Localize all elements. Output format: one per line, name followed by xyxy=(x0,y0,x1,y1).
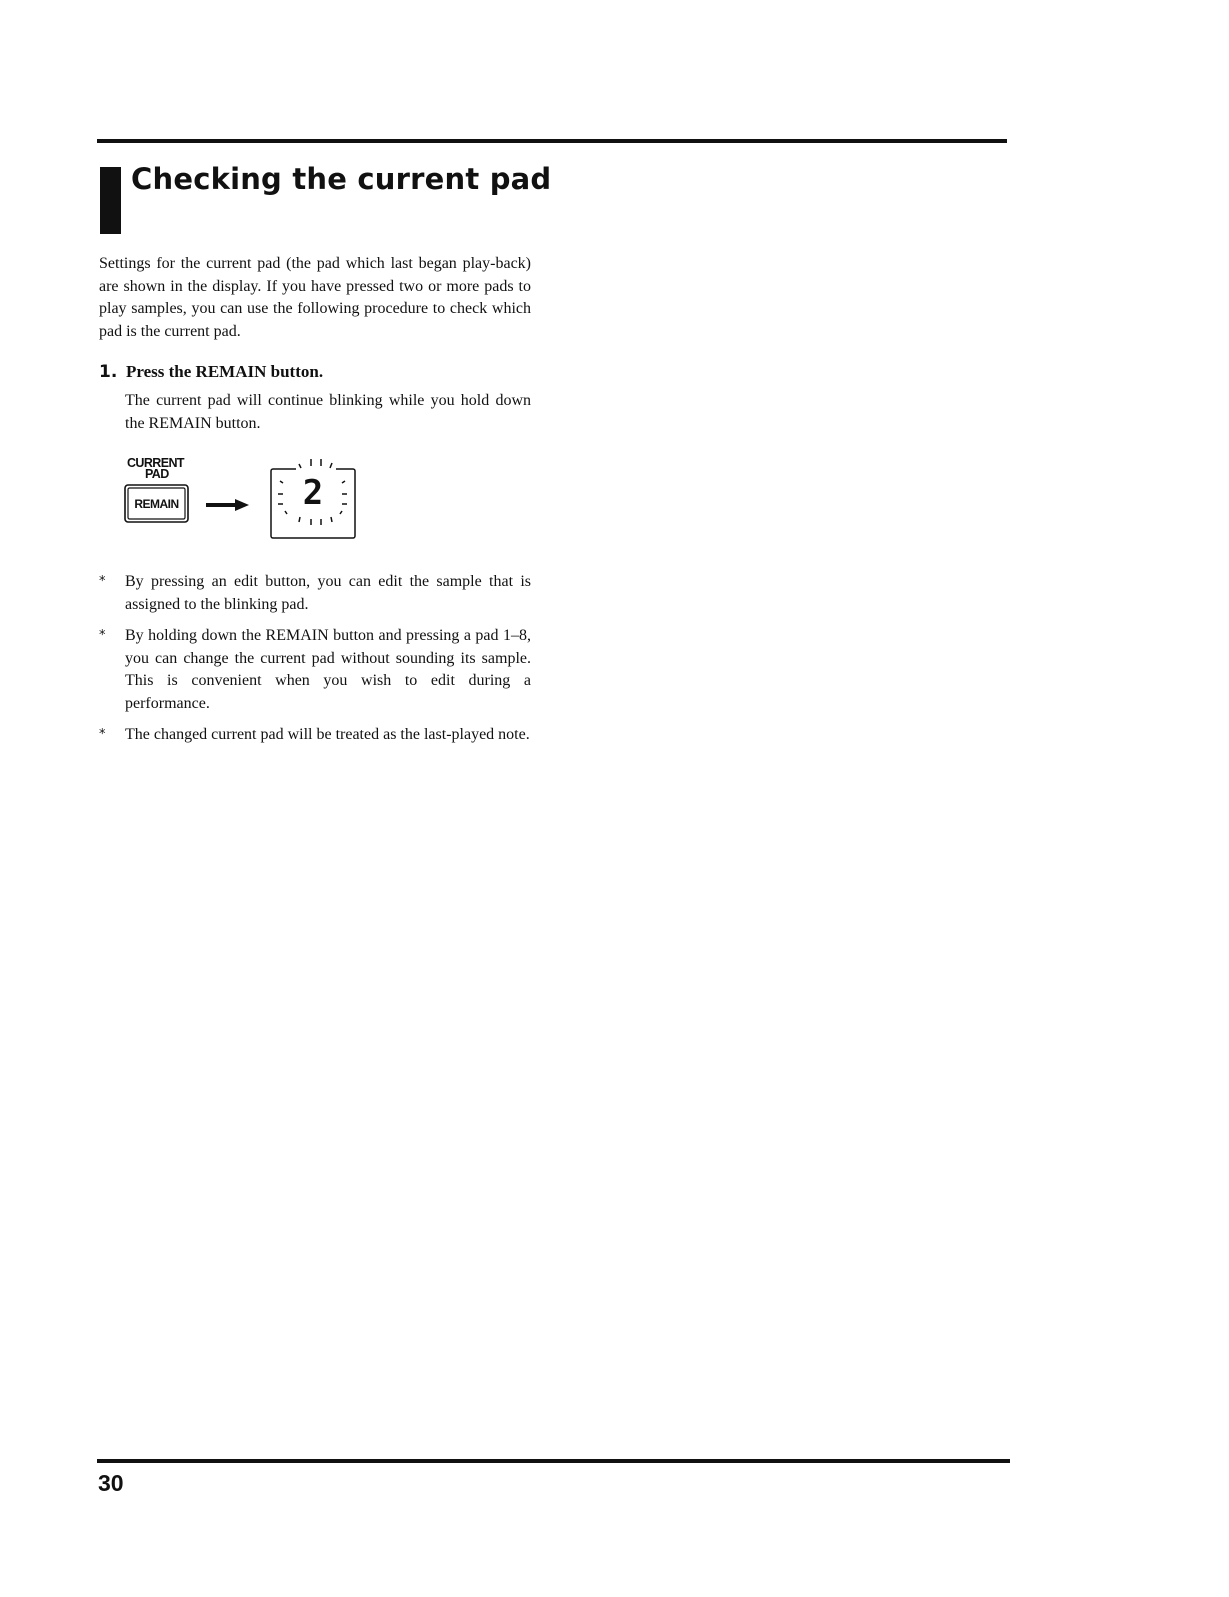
pad-label: PAD xyxy=(145,467,169,481)
step-title: Press the REMAIN button. xyxy=(126,362,324,381)
section-title: Checking the current pad xyxy=(131,162,552,196)
top-rule xyxy=(97,139,1007,143)
display-digit: 2 xyxy=(302,473,324,513)
page-number: 30 xyxy=(98,1470,124,1496)
asterisk-icon: * xyxy=(99,727,106,742)
asterisk-icon: * xyxy=(99,574,106,589)
heading-marker-bar xyxy=(100,167,121,234)
blinking-display-icon xyxy=(271,459,355,538)
remain-button xyxy=(125,485,188,522)
note-text: The changed current pad will be treated as the last-played note. xyxy=(125,726,530,743)
remain-button-figure xyxy=(120,452,370,548)
note-text: By holding down the REMAIN button and pressing a pad 1–8, you can change the current pad without sounding its sample. This is convenient when you wish to edit during a performance. xyxy=(125,627,531,712)
note-item xyxy=(99,724,531,747)
asterisk-icon: * xyxy=(99,628,106,643)
intro-paragraph: Settings for the current pad (the pad which last began play-back) are shown in the display. If you have pressed two or more pads to play samples, you can use the following procedure to check which pad is the current pad. xyxy=(99,255,531,340)
note-text: By pressing an edit button, you can edit the sample that is assigned to the blinking pad. xyxy=(125,573,531,613)
step-number: 1. xyxy=(99,362,118,382)
note-item xyxy=(99,571,531,616)
note-item xyxy=(99,625,531,715)
notes-list xyxy=(99,571,531,756)
step-description: The current pad will continue blinking while you hold down the REMAIN button. xyxy=(125,392,531,432)
remain-button-label: REMAIN xyxy=(134,497,179,511)
step-heading xyxy=(99,362,539,382)
current-label: CURRENT xyxy=(127,456,184,470)
right-arrow-icon xyxy=(206,499,249,511)
bottom-rule xyxy=(97,1459,1010,1463)
